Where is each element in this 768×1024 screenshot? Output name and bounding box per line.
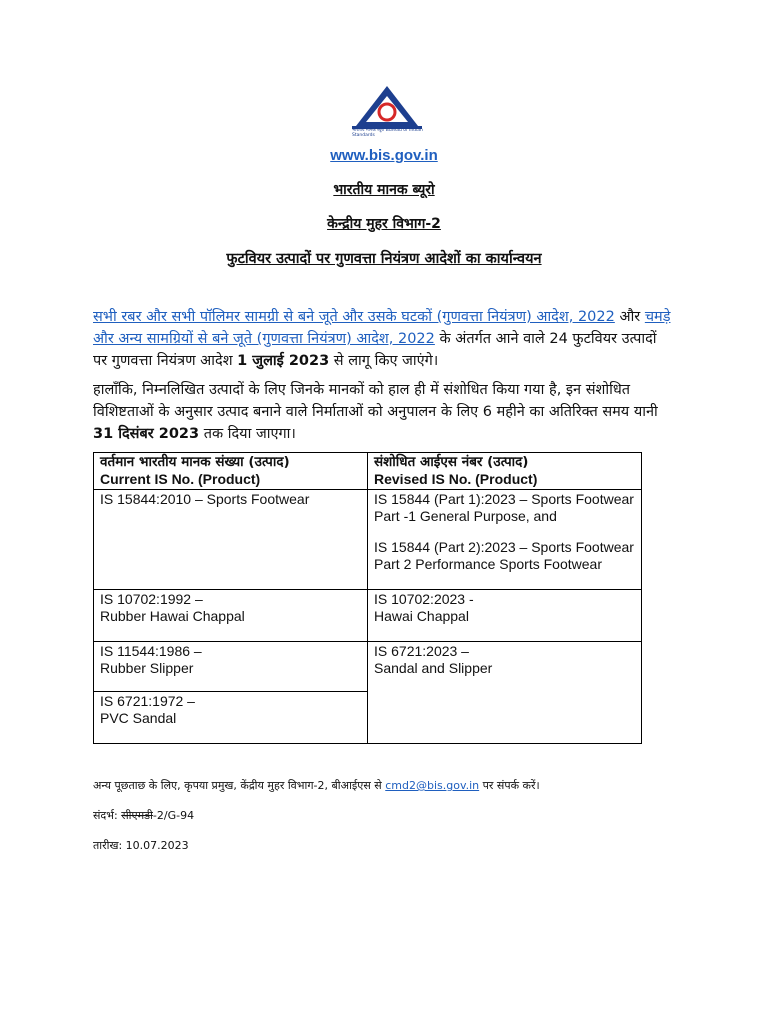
revised-product: Hawai Chappal	[374, 608, 469, 624]
current-cell	[94, 490, 368, 590]
order2-link[interactable]: चमड़े और अन्य सामग्रियों से बने जूते (गुणवत्ता नियंत्रण) आदेश, 2022	[93, 309, 671, 347]
para1-text-a: के अंतर्गत आने वाले 24 फुटवियर उत्पादों पर गुणवत्ता नियंत्रण आदेश	[93, 331, 657, 369]
revised-standard: IS 6721:2023 –	[374, 643, 469, 659]
date-value: 10.07.2023	[125, 839, 189, 852]
order1-link[interactable]: सभी रबर और सभी पॉलिमर सामग्री से बने जूते और उसके घटकों (गुणवत्ता नियंत्रण) आदेश, 2022	[93, 309, 615, 325]
contact-line	[93, 778, 540, 793]
para2-text-a: हालाँकि, निम्नलिखित उत्पादों के लिए जिनके मानकों को हाल ही में संशोधित किया गया है, इन संशोधित विशिष्टताओं के अनुसार उत्पाद बनाने वाले निर्माताओं को अनुपालन के लिए 6 महीने का अतिरिक्त समय यानी	[93, 382, 658, 420]
logo-text: भारतीय मानक ब्यूरो Bureau of Indian Standards	[352, 128, 423, 138]
current-product: PVC Sandal	[100, 710, 177, 726]
para1-text-b: से लागू किए जाएंगे।	[333, 353, 439, 369]
contact-text: अन्य पूछताछ के लिए, कृपया प्रमुख, केंद्रीय मुहर विभाग-2, बीआईएस से	[93, 779, 382, 792]
extended-date: 31 दिसंबर 2023	[93, 426, 200, 442]
standards-table	[93, 452, 642, 744]
org-name: भारतीय मानक ब्यूरो	[333, 182, 435, 198]
table-row	[94, 590, 642, 642]
table-row	[94, 490, 642, 590]
revised-product: Sandal and Slipper	[374, 660, 493, 676]
revised-product: Part -1 General Purpose, and	[374, 508, 557, 524]
current-cell	[94, 692, 368, 744]
current-standard: IS 15844:2010 – Sports Footwear	[100, 491, 310, 507]
date-label: तारीख:	[93, 839, 123, 852]
current-cell	[94, 642, 368, 692]
header-current-hindi: वर्तमान भारतीय मानक संख्या (उत्पाद)	[100, 454, 290, 470]
reference-struck: सीएमडी	[121, 809, 153, 822]
revised-standard: IS 10702:2023 -	[374, 591, 474, 607]
revised-product: Part 2 Performance Sports Footwear	[374, 556, 602, 572]
table-header-row	[94, 453, 642, 490]
date-line	[93, 838, 189, 853]
header-revised-english: Revised IS No. (Product)	[374, 471, 538, 487]
current-cell	[94, 590, 368, 642]
header-current	[94, 453, 368, 490]
paragraph-extension	[93, 379, 673, 445]
current-standard: IS 10702:1992 –	[100, 591, 203, 607]
current-standard: IS 11544:1986 –	[100, 643, 202, 659]
reference-value: -2/G-94	[152, 809, 195, 822]
revised-standard: IS 15844 (Part 2):2023 – Sports Footwear	[374, 539, 634, 555]
reference-line	[93, 808, 194, 823]
reference-label: संदर्भ:	[93, 809, 118, 822]
effective-date: 1 जुलाई 2023	[237, 353, 330, 369]
header-revised	[368, 453, 642, 490]
revised-cell	[368, 642, 642, 744]
notice-title: फुटवियर उत्पादों पर गुणवत्ता नियंत्रण आदेशों का कार्यान्वयन	[226, 251, 542, 267]
website-link[interactable]: www.bis.gov.in	[330, 147, 438, 164]
contact-text-end: पर संपर्क करें।	[482, 779, 540, 792]
current-standard: IS 6721:1972 –	[100, 693, 195, 709]
header-current-english: Current IS No. (Product)	[100, 471, 261, 487]
para2-text-b: तक दिया जाएगा।	[203, 426, 296, 442]
paragraph-implementation	[93, 306, 673, 372]
current-product: Rubber Hawai Chappal	[100, 608, 245, 624]
department-name: केन्द्रीय मुहर विभाग-2	[327, 216, 441, 232]
and-word: और	[619, 309, 641, 325]
table-row	[94, 642, 642, 692]
revised-standard: IS 15844 (Part 1):2023 – Sports Footwear	[374, 491, 634, 507]
contact-email-link[interactable]: cmd2@bis.gov.in	[385, 779, 480, 792]
revised-cell	[368, 490, 642, 590]
header-revised-hindi: संशोधित आईएस नंबर (उत्पाद)	[374, 454, 529, 470]
revised-cell	[368, 590, 642, 642]
current-product: Rubber Slipper	[100, 660, 194, 676]
